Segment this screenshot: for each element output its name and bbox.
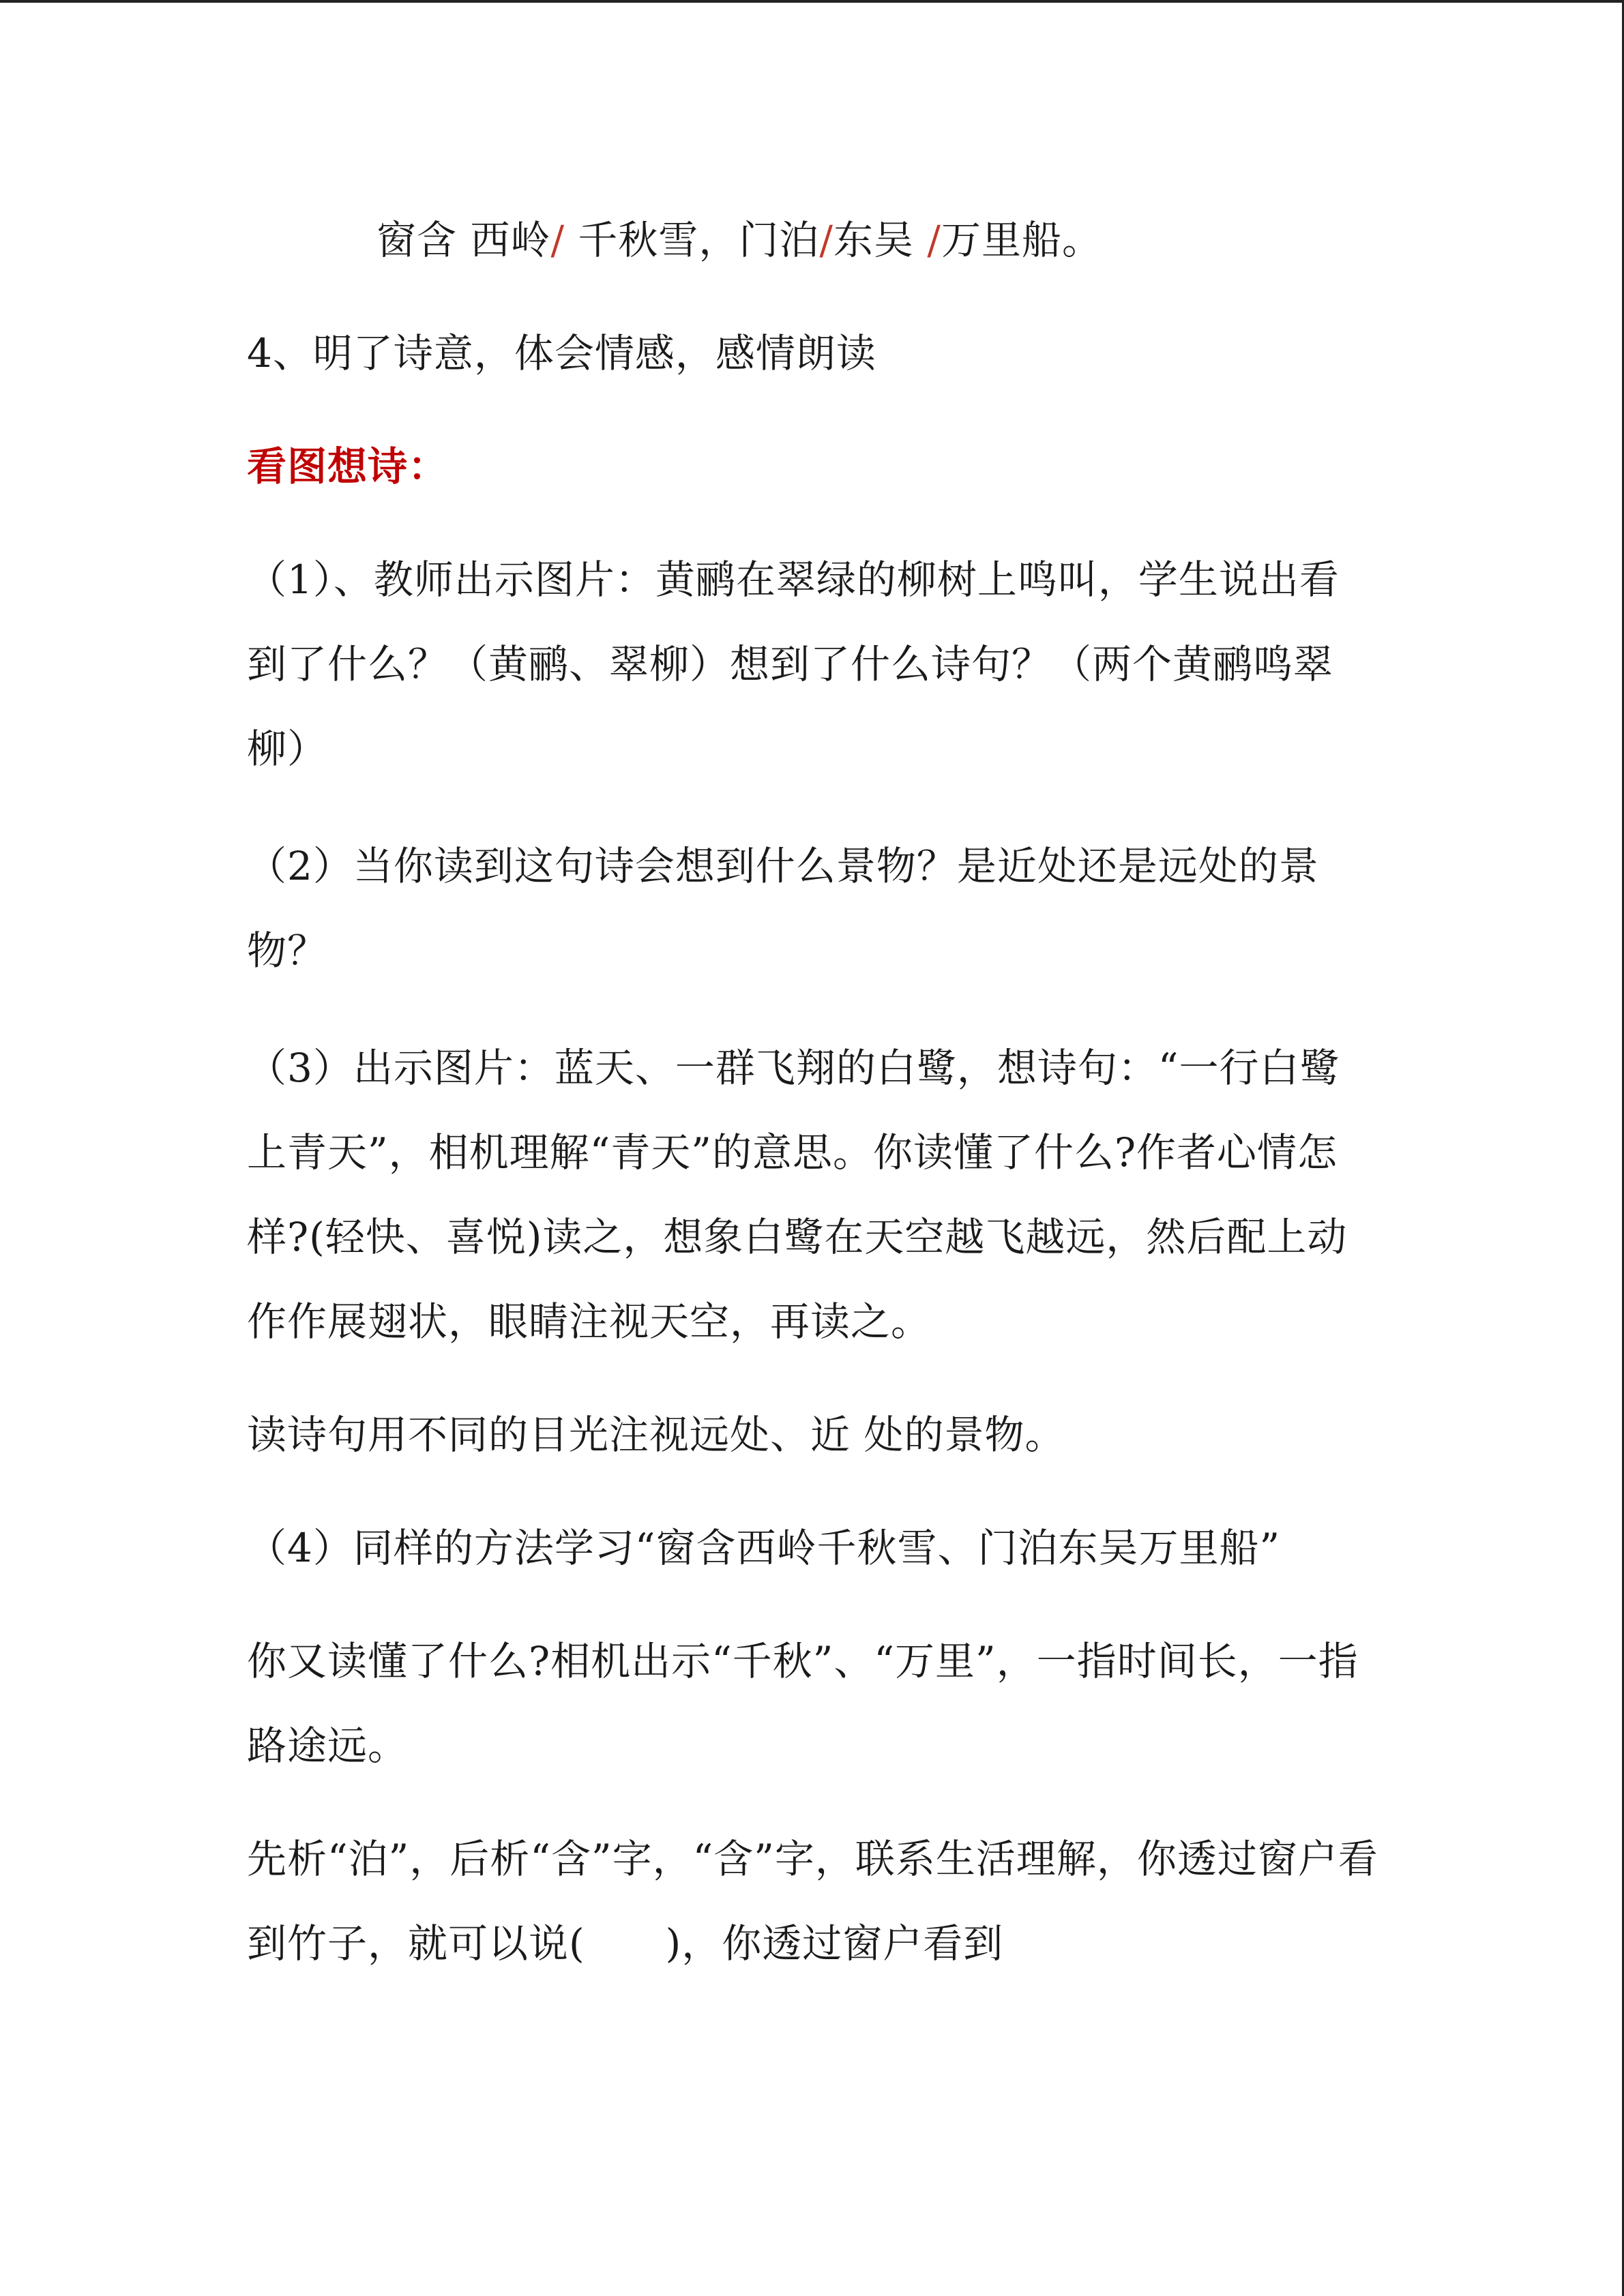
paragraph-3: （3）出示图片：蓝天、一群飞翔的白鹭，想诗句：“一行白鹭上青天”，相机理解“青天”的意思。你读懂了什么?作者心情怎样?(轻快、喜悦)读之，想象白鹭在天空越飞越远，然后配上动作作展翅状，眼睛注视天空，再读之。 bbox=[247, 1045, 1348, 1345]
page-top-border bbox=[0, 0, 1624, 3]
paragraph-2: （2）当你读到这句诗会想到什么景物？是近处还是远处的景物？ bbox=[247, 843, 1319, 974]
poem-verse-line bbox=[247, 198, 1379, 282]
verse-segment-4: 万里船。 bbox=[941, 217, 1102, 263]
rhythm-slash-3: / bbox=[927, 217, 941, 263]
verse-segment-1: 窗含 西岭 bbox=[377, 217, 551, 263]
paragraph-5: （4）同样的方法学习“窗含西岭千秋雪、门泊东吴万里船” bbox=[247, 1525, 1281, 1571]
verse-segment-3: 东吴 bbox=[833, 217, 928, 263]
verse-segment-2: 千秋雪，门泊 bbox=[564, 217, 820, 263]
paragraph-6: 你又读懂了什么?相机出示“千秋”、“万里”，一指时间长，一指路途远。 bbox=[247, 1638, 1359, 1769]
rhythm-slash-2: / bbox=[819, 217, 833, 263]
document-body bbox=[247, 198, 1379, 1986]
paragraph-7: 先析“泊”，后析“含”字，“含”字，联系生活理解，你透过窗户看到竹子，就可以说( )，你透过窗户看到 bbox=[247, 1836, 1378, 1967]
section-heading-look-and-think: 看图想诗： bbox=[247, 443, 449, 490]
rhythm-slash-1: / bbox=[550, 217, 565, 263]
paragraph-4: 读诗句用不同的目光注视远处、近 处的景物。 bbox=[247, 1412, 1065, 1458]
step-4-title: 4、明了诗意，体会情感，感情朗读 bbox=[247, 330, 876, 376]
paragraph-1: （1）、教师出示图片：黄鹂在翠绿的柳树上鸣叫，学生说出看到了什么？（黄鹂、翠柳）想到了什么诗句？（两个黄鹂鸣翠柳） bbox=[247, 556, 1340, 772]
